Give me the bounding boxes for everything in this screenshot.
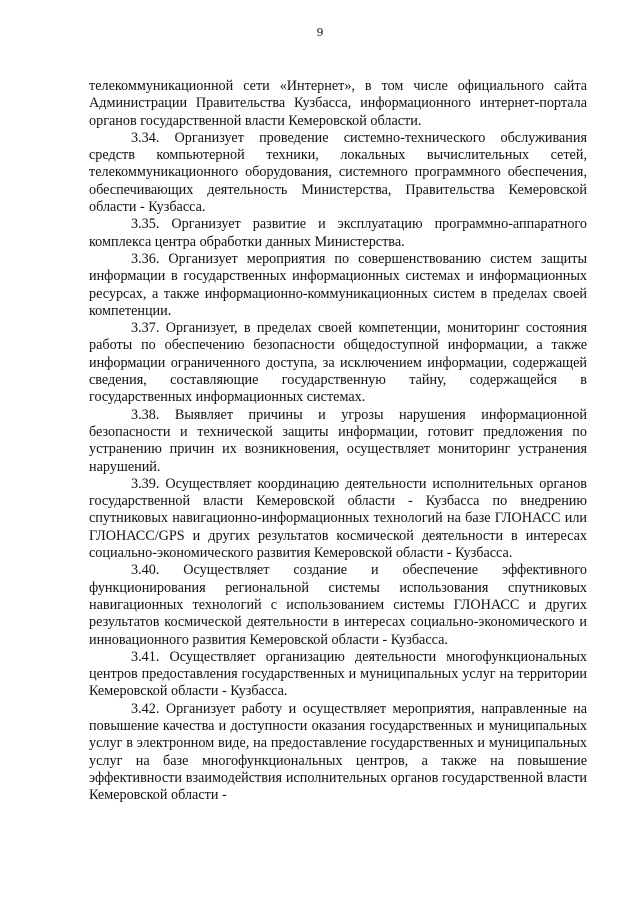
page-number: 9 [316,26,324,39]
paragraph-3-34: 3.34. Организует проведение системно-технического обслуживания средств компьютерной техники, локальных вычислительных сетей, телекоммуникационного оборудования, системного программного обеспечения, обеспечивающих деятельность Министерства, Правительства Кемеровской области - Кузбасса. [89,129,587,216]
paragraph-3-39: 3.39. Осуществляет координацию деятельности исполнительных органов государственной власти Кемеровской области - Кузбасса по внедрению спутниковых навигационно-информационных технологий на базе ГЛОНАСС или ГЛОНАСС/GPS и других результатов космической деятельности в интересах социально-экономического развития Кемеровской области - Кузбасса. [89,475,587,562]
paragraph-continuation: телекоммуникационной сети «Интернет», в том числе официального сайта Администрации Правительства Кузбасса, информационного интернет-портала органов государственной власти Кемеровской области. [89,78,587,129]
paragraph-3-35: 3.35. Организует развитие и эксплуатацию программно-аппаратного комплекса центра обработки данных Министерства. [89,216,587,250]
paragraph-3-40: 3.40. Осуществляет создание и обеспечение эффективного функционирования региональной системы использования спутниковых навигационных технологий с использованием системы ГЛОНАСС и других результатов космической деятельности в интересах социально-экономического и инновационного развития Кемеровской области - Кузбасса. [89,562,587,648]
paragraph-3-37: 3.37. Организует, в пределах своей компетенции, мониторинг состояния работы по обеспечению безопасности общедоступной информации, а также информации ограниченного доступа, за исключением информации, содержащей сведения, составляющие государственную тайну, содержащейся в государственных информационных системах. [89,320,587,406]
paragraph-3-36: 3.36. Организует мероприятия по совершенствованию систем защиты информации в государственных информационных системах и информационных ресурсах, а также информационно-коммуникационных систем в пределах своей компетенции. [89,250,587,319]
paragraph-3-38: 3.38. Выявляет причины и угрозы нарушения информационной безопасности и технической защиты информации, готовит предложения по устранению причин их возникновения, осуществляет мониторинг устранения нарушений. [89,406,587,475]
document-body [89,78,587,804]
paragraph-3-42: 3.42. Организует работу и осуществляет мероприятия, направленные на повышение качества и доступности оказания государственных и муниципальных услуг в электронном виде, на предоставление государственных и муниципальных услуг на базе многофункциональных центров, а также на повышение эффективности взаимодействия исполнительных органов государственной власти Кемеровской области - [89,700,587,804]
paragraph-3-41: 3.41. Осуществляет организацию деятельности многофункциональных центров предоставления государственных и муниципальных услуг на территории Кемеровской области - Кузбасса. [89,648,587,700]
